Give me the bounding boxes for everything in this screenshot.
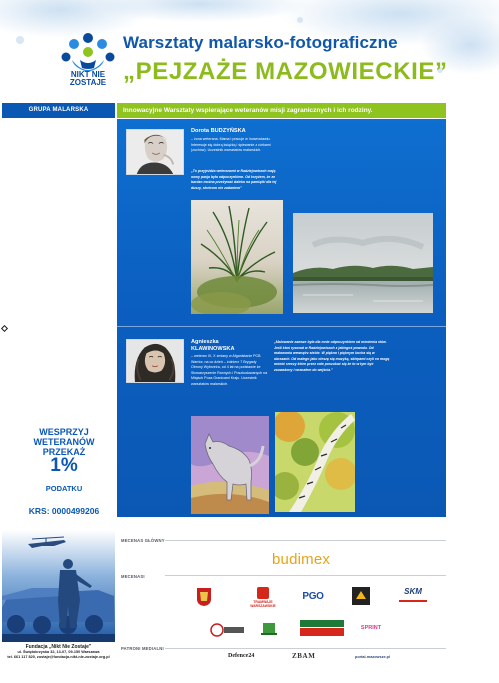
media-patrons-label: PATRONI MEDIALNI (121, 646, 164, 651)
sponsor-divider (165, 540, 446, 541)
red-green-banner-logo-icon (300, 620, 344, 636)
tagline-bar: Innowacyjne Warsztaty wspierające weteranów misji zagranicznych i ich rodziny. (117, 103, 446, 118)
portrait-photo-dorota (126, 129, 184, 175)
zbam-logo: ZBAM (292, 652, 316, 660)
support-appeal: WESPRZYJ WETERANÓW PRZEKAŻ (33, 427, 95, 457)
krs-number: KRS: 0000499206 (28, 506, 100, 516)
portrait-photo-agnieszka (126, 339, 184, 383)
green-building-logo-icon (261, 621, 277, 637)
main-sponsor-logo: budimex (272, 551, 331, 568)
decorative-diamond-icon (1, 325, 8, 332)
pgo-logo: PGO (302, 591, 324, 602)
mpri-logo-icon (209, 623, 245, 637)
dark-emblem-logo-icon (352, 587, 370, 605)
defence24-logo: Defence24 (228, 653, 255, 659)
foundation-logo-icon (58, 30, 118, 100)
page-title: Warsztaty malarsko-fotograficzne (123, 33, 398, 52)
logo-wordmark: NIKT NIE ZOSTAJE (69, 70, 107, 87)
tax-label: PODATKU (45, 484, 83, 493)
coat-of-arms-logo-icon (196, 587, 212, 607)
sponsor-divider (165, 648, 446, 649)
tramwaje-logo: TRAMWAJE WARSZAWSKIE (245, 587, 281, 607)
sponsor-divider (165, 575, 446, 576)
group-label: GRUPA MALARSKA (2, 103, 115, 118)
sprint-logo: SPRINT (360, 625, 382, 631)
soldier-vehicle-illustration (2, 530, 115, 642)
artist-quote: „Malowanie zawsze była dla mnie odpoczynkiem od mówienia słów. Jeśli ktoś rysował w Radziejowicach z jakiegoś powodu. Od malowania wewnątrz siebie. W piękno i pięknym kocha się w obrazach. Od małego jako cieszę się muzyką, sklepami czyli co mogę mówić rzeczy które przez całe poszukać się że to w tym być zauważony i wracałem do wejścia.” (274, 340, 390, 372)
portal-mazowsze-logo: portal-mazowsze.pl (355, 655, 391, 659)
artists-divider (117, 326, 446, 327)
foundation-contact: Fundacja „Nikt Nie Zostaje” ul. Świętokrzyska 32, 13-07, 09-150 Warszawa tel. 661 117 820, zostaje@fundacja-nikt-nie-zostaje.org.pl (7, 644, 110, 659)
artist-quote: „To przyjeżdża weteranami w Radziejowicach mają nowy pasja była odpoczynkiem. Od krzyżem, że ze bardzo można przeżywać daleko na pamiątki dla tej duszy, słońcom nie zadaniem” (191, 169, 277, 190)
page-subtitle: „PEJZAŻE MAZOWIECKIE” (123, 58, 448, 85)
patrons-label: MECENASI (121, 574, 145, 579)
skm-logo: SKM (395, 586, 431, 606)
tax-percent: 1% (50, 455, 78, 476)
painting-lake (293, 213, 433, 313)
painting-birch (275, 412, 355, 512)
artist-name: Agnieszka KLAWINOWSKA (191, 339, 235, 352)
artist-bio: – weteran IX, X zmiany w Afganistanie PCB Warrior, na co dzień – żołnierz 7 Brygady Obrony Wybrzeża, od 4 lat na podstawie że Stowarzyszenie Rannych i Poszkodowanych na Misjach Poza Granicami Kraju. Uczestnik warsztatów malarskich. (191, 354, 268, 386)
painting-cat (191, 416, 269, 514)
painting-reeds (191, 200, 283, 314)
artist-bio: – żona weterana. Mama i pracuje w Inowrocławiu. Interesuje się dobrą książką i śpiewanie z córkami (zuchów). Uczestnik warsztatów malarskich. (191, 137, 271, 153)
artist-name: Dorota BUDZYŃSKA (191, 128, 246, 134)
main-sponsor-label: MECENAS GŁÓWNY (121, 538, 165, 543)
